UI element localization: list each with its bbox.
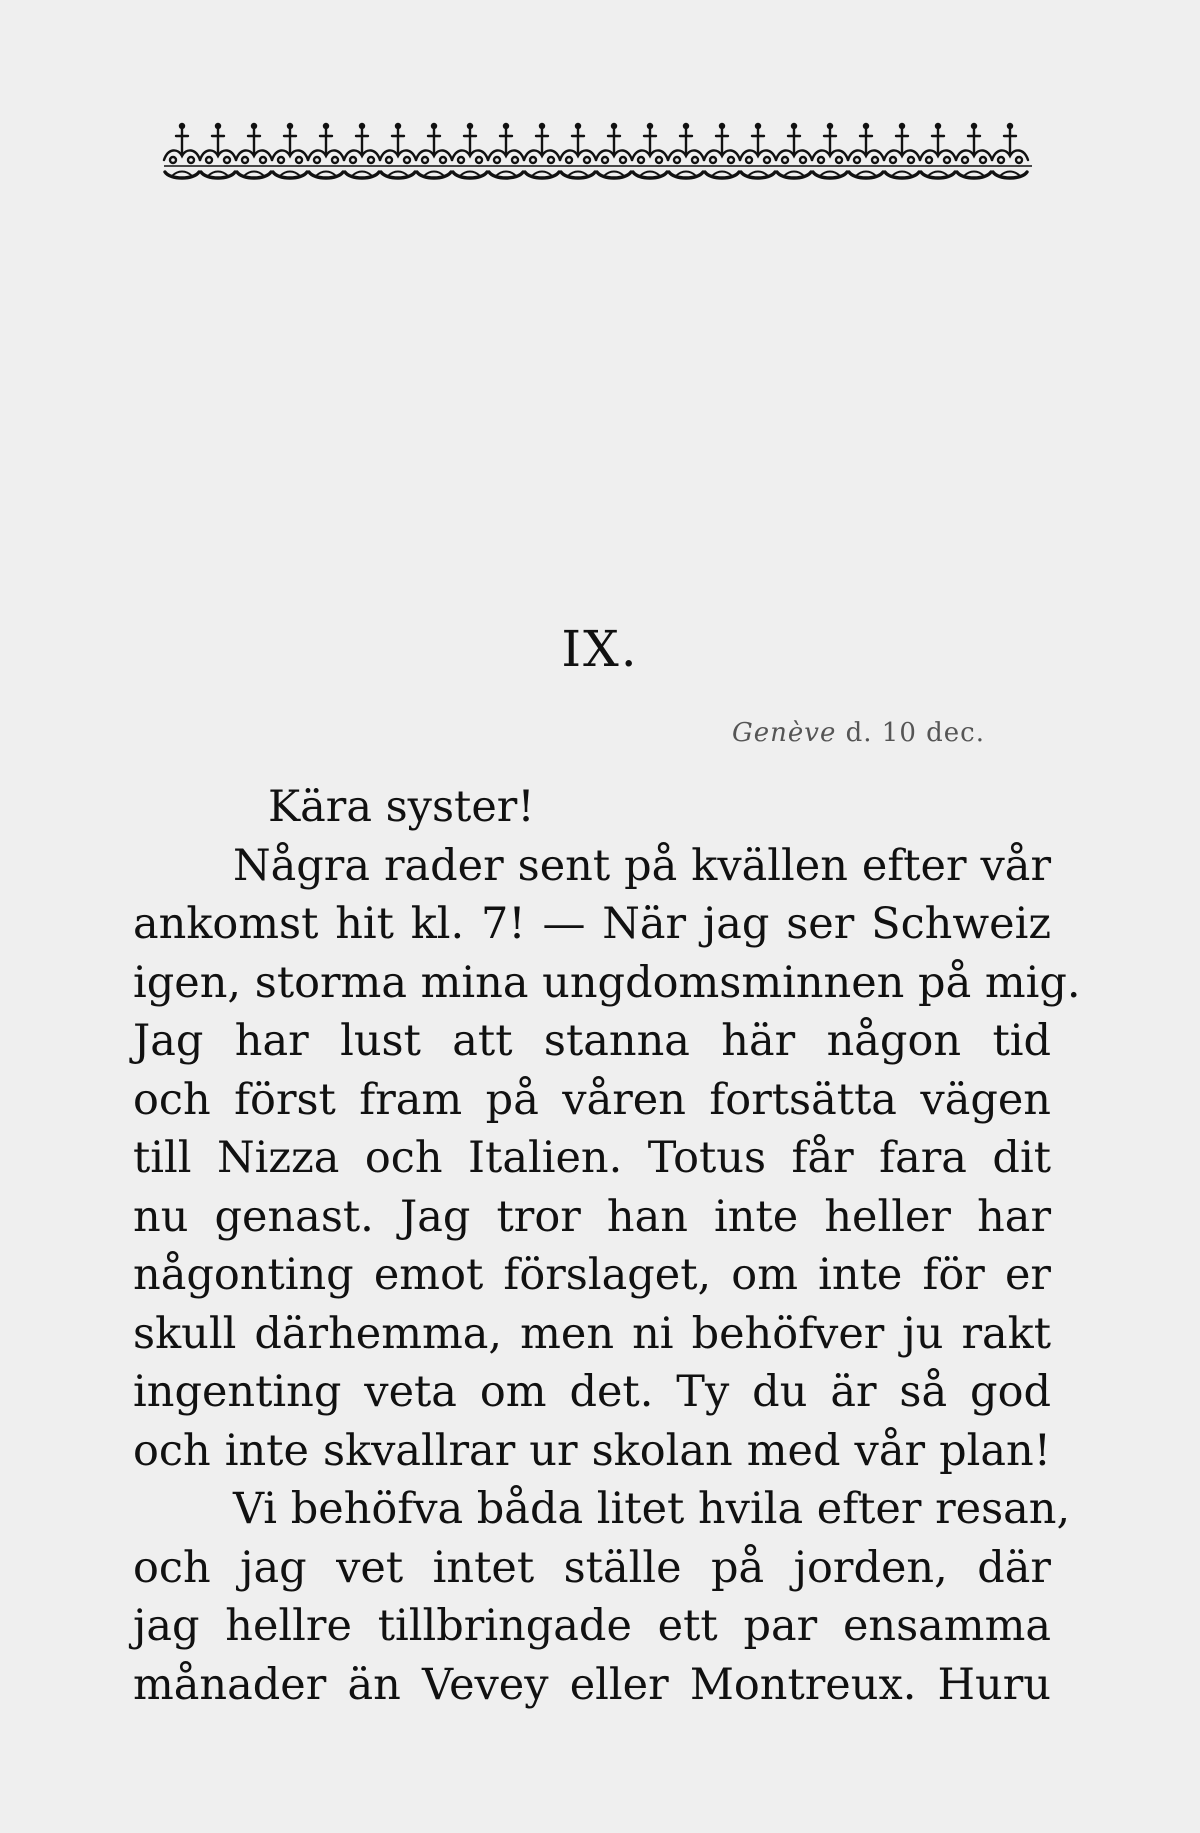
- text-line: jag hellre tillbringade ett par ensamma: [133, 1601, 1051, 1651]
- text-line: och först fram på våren fortsätta vägen: [133, 1074, 1051, 1125]
- text-line: igen, storma mina ungdomsminnen på mig.: [133, 957, 1081, 1008]
- text-line: och inte skvallrar ur skolan med vår plan!: [133, 1425, 1051, 1476]
- text-line: någonting emot förslaget, om inte för er: [133, 1250, 1051, 1300]
- text-line: Jag har lust att stanna här någon tid: [133, 1016, 1051, 1066]
- decorative-border-icon: [158, 118, 1038, 198]
- letter-body: [133, 778, 1081, 1714]
- chapter-heading: IX.: [561, 620, 639, 678]
- dateline-date: d. 10 dec.: [845, 718, 985, 748]
- text-line: Några rader sent på kvällen efter vår: [233, 840, 1051, 891]
- text-line: Vi behöfva båda litet hvila efter resan,: [233, 1484, 1071, 1534]
- text-line: till Nizza och Italien. Totus får fara dit: [133, 1133, 1051, 1183]
- text-line: månader än Vevey eller Montreux. Huru: [133, 1659, 1051, 1710]
- dateline-place: Genève: [731, 718, 837, 748]
- text-line: ingenting veta om det. Ty du är så god: [133, 1367, 1051, 1417]
- text-line: och jag vet intet ställe på jorden, där: [133, 1542, 1051, 1593]
- salutation: Kära syster!: [268, 782, 535, 832]
- text-line: ankomst hit kl. 7! — När jag ser Schweiz: [133, 899, 1051, 949]
- dateline: [732, 718, 985, 748]
- text-line: skull därhemma, men ni behöfver ju rakt: [133, 1308, 1051, 1359]
- text-line: nu genast. Jag tror han inte heller har: [133, 1191, 1051, 1242]
